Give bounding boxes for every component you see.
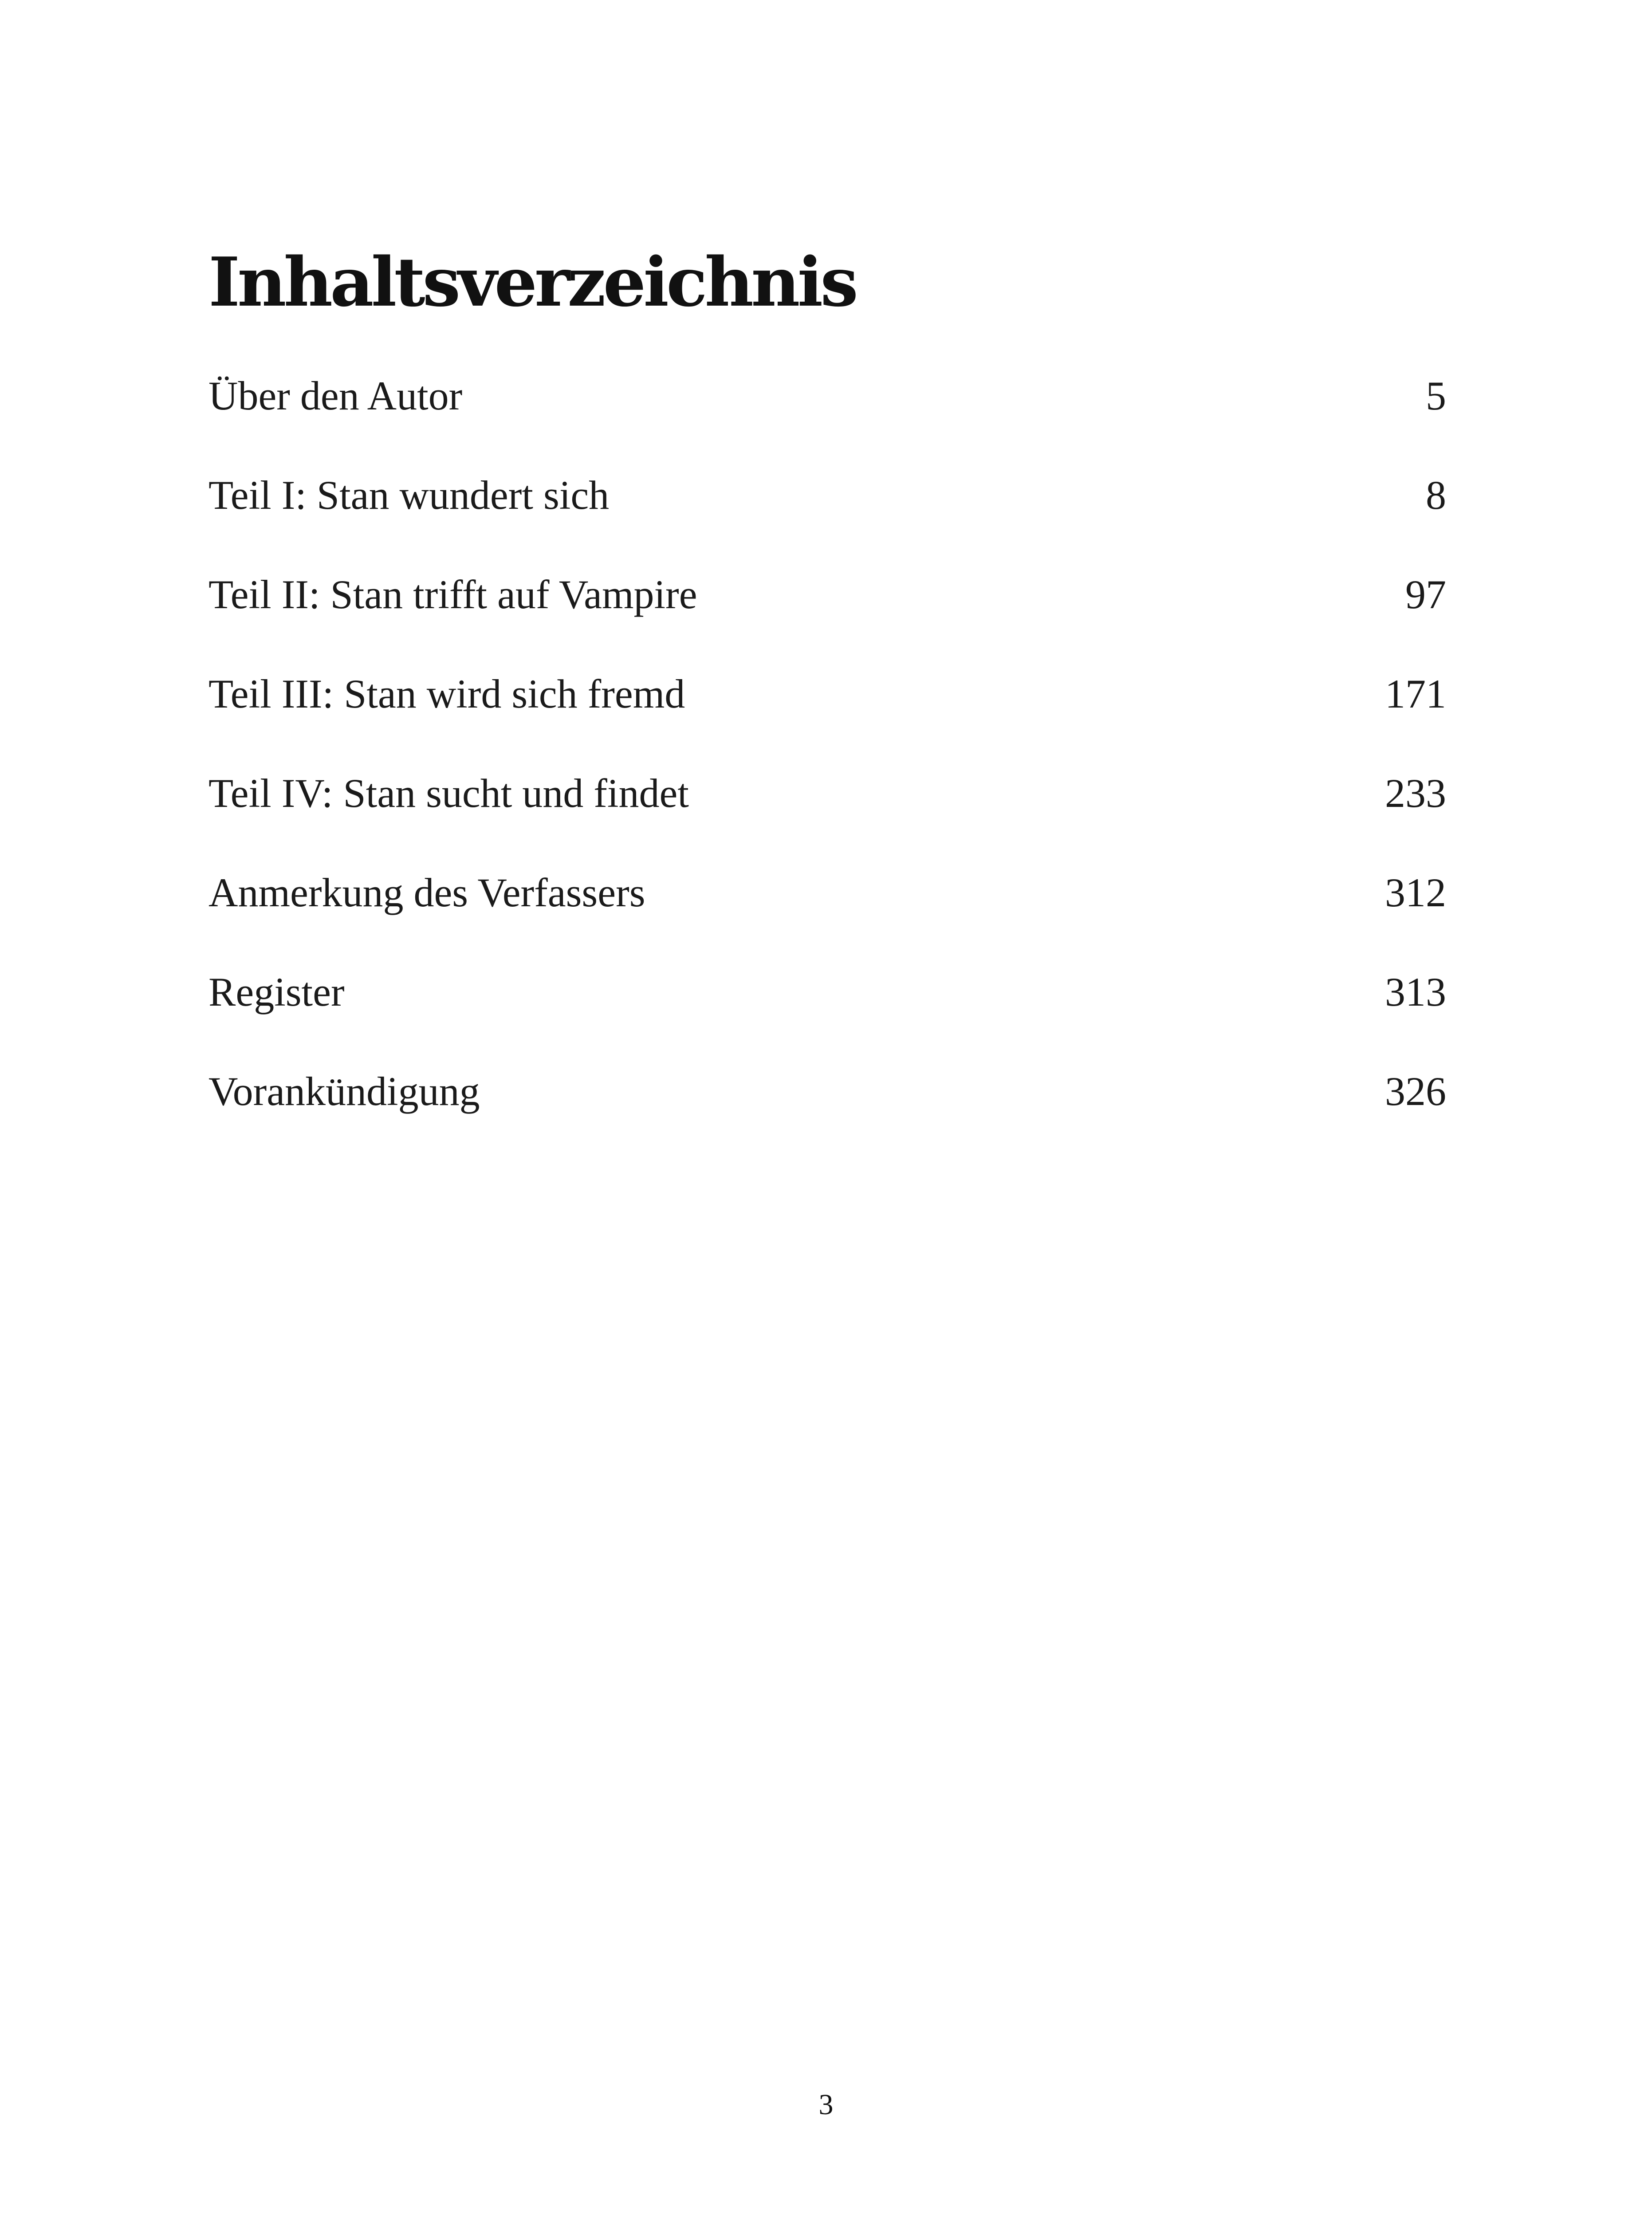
toc-entry-vorankuendigung[interactable] (208, 1071, 1446, 1170)
toc-entry-label: Anmerkung des Verfassers (208, 870, 645, 915)
toc-entry-page: 5 (1426, 373, 1446, 418)
toc-entry-label: Teil II: Stan trifft auf Vampire (208, 572, 697, 617)
toc-entry-page: 326 (1385, 1069, 1446, 1114)
toc-entry-label: Teil I: Stan wundert sich (208, 472, 610, 518)
page-number: 3 (818, 2088, 834, 2121)
toc-entry-page: 8 (1426, 472, 1446, 518)
toc-entry-ueber-den-autor[interactable] (208, 375, 1446, 475)
toc-entry-label: Teil III: Stan wird sich fremd (208, 671, 685, 716)
toc-entry-register[interactable] (208, 971, 1446, 1071)
toc-entry-label: Register (208, 969, 345, 1015)
toc-entry-page: 97 (1405, 572, 1446, 617)
toc-entry-page: 171 (1385, 671, 1446, 716)
toc-entry-label: Über den Autor (208, 373, 463, 418)
toc-entry-teil-3[interactable] (208, 673, 1446, 773)
toc-entry-page: 312 (1385, 870, 1446, 915)
toc-title: Inhaltsverzeichnis (208, 242, 856, 322)
toc-entry-page: 313 (1385, 969, 1446, 1015)
toc-entry-anmerkung[interactable] (208, 872, 1446, 971)
toc-entry-teil-1[interactable] (208, 472, 1446, 574)
toc-entry-page: 233 (1385, 771, 1446, 816)
toc-list (208, 375, 1446, 1170)
toc-entry-label: Vorankündigung (208, 1069, 480, 1114)
toc-entry-label: Teil IV: Stan sucht und findet (208, 771, 689, 816)
toc-entry-teil-4[interactable] (208, 773, 1446, 872)
toc-entry-teil-2[interactable] (208, 574, 1446, 673)
